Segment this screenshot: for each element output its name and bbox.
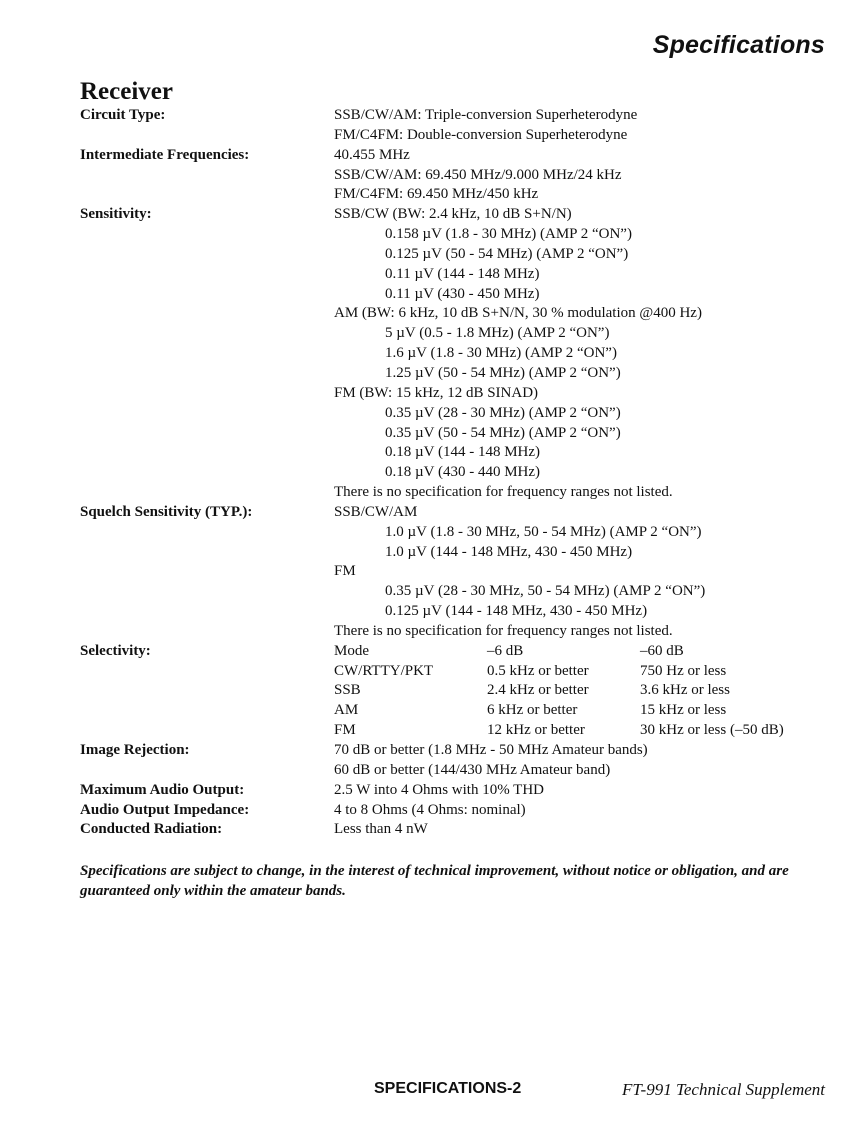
spec-subhead: SSB/CW/AM — [334, 503, 418, 520]
spec-value: 0.125 µV (144 - 148 MHz, 430 - 450 MHz) — [385, 603, 648, 620]
spec-value: 4 to 8 Ohms (4 Ohms: nominal) — [334, 801, 526, 818]
spec-subhead: FM (BW: 15 kHz, 12 dB SINAD) — [334, 384, 539, 401]
selectivity-row — [80, 721, 820, 741]
selectivity-6db: 0.5 kHz or better — [487, 662, 589, 679]
spec-value: FM/C4FM: 69.450 MHz/450 kHz — [334, 186, 539, 203]
spec-value: 0.11 µV (144 - 148 MHz) — [385, 265, 540, 282]
spec-value: 40.455 MHz — [334, 146, 410, 163]
selectivity-60db: 3.6 kHz or less — [640, 682, 730, 699]
spec-label: Selectivity: — [80, 642, 151, 659]
spec-label: Squelch Sensitivity (TYP.): — [80, 503, 253, 520]
spec-label: Maximum Audio Output: — [80, 781, 245, 798]
spec-subhead: SSB/CW (BW: 2.4 kHz, 10 dB S+N/N) — [334, 206, 572, 223]
spec-value: 0.11 µV (430 - 450 MHz) — [385, 285, 540, 302]
spec-value: 2.5 W into 4 Ohms with 10% THD — [334, 781, 545, 798]
selectivity-mode: FM — [334, 722, 356, 739]
spec-subhead: FM — [334, 563, 356, 580]
spec-value: 5 µV (0.5 - 1.8 MHz) (AMP 2 “ON”) — [385, 325, 610, 342]
selectivity-mode: CW/RTTY/PKT — [334, 662, 434, 679]
spec-value: 0.18 µV (430 - 440 MHz) — [385, 464, 541, 481]
spec-value: 60 dB or better (144/430 MHz Amateur band) — [334, 761, 611, 778]
spec-label: Conducted Radiation: — [80, 821, 223, 838]
spec-row-max-audio-output — [80, 781, 820, 801]
selectivity-mode: SSB — [334, 682, 361, 699]
spec-value: 0.18 µV (144 - 148 MHz) — [385, 444, 541, 461]
selectivity-mode: AM — [334, 702, 359, 719]
spec-label: Circuit Type: — [80, 107, 166, 123]
selectivity-header-6db: –6 dB — [487, 642, 524, 659]
spec-label: Image Rejection: — [80, 742, 190, 758]
selectivity-60db: 30 kHz or less (–50 dB) — [640, 722, 784, 739]
selectivity-row — [80, 681, 820, 701]
spec-value: 0.158 µV (1.8 - 30 MHz) (AMP 2 “ON”) — [385, 226, 632, 243]
spec-value: 0.35 µV (50 - 54 MHz) (AMP 2 “ON”) — [385, 424, 621, 441]
spec-label: Sensitivity: — [80, 206, 152, 223]
spec-row-intermediate-frequencies — [80, 146, 820, 166]
selectivity-row — [80, 701, 820, 721]
spec-value: 0.35 µV (28 - 30 MHz) (AMP 2 “ON”) — [385, 404, 621, 421]
spec-value: 70 dB or better (1.8 MHz - 50 MHz Amateur bands) — [334, 742, 648, 758]
spec-value: SSB/CW/AM: 69.450 MHz/9.000 MHz/24 kHz — [334, 166, 622, 183]
section-title-receiver: Receiver — [80, 78, 173, 105]
spec-value: FM/C4FM: Double-conversion Superheterodyne — [334, 126, 628, 143]
selectivity-6db: 6 kHz or better — [487, 702, 578, 719]
disclaimer: Specifications are subject to change, in the interest of technical improvement, without notice or obligation, and are guaranteed only within the amateur bands. — [80, 863, 789, 899]
spec-subhead: AM (BW: 6 kHz, 10 dB S+N/N, 30 % modulation @400 Hz) — [334, 305, 702, 322]
spec-value: Less than 4 nW — [334, 821, 428, 838]
footer-page-label: SPECIFICATIONS-2 — [374, 1080, 522, 1097]
spec-label: Intermediate Frequencies: — [80, 146, 250, 163]
spec-value: 0.35 µV (28 - 30 MHz, 50 - 54 MHz) (AMP 2 “ON”) — [385, 583, 706, 600]
selectivity-header-60db: –60 dB — [640, 642, 684, 659]
selectivity-header-mode: Mode — [334, 642, 369, 659]
spec-value: SSB/CW/AM: Triple-conversion Superheterodyne — [334, 107, 638, 123]
spec-value: 1.0 µV (144 - 148 MHz, 430 - 450 MHz) — [385, 543, 633, 560]
spec-note: There is no specification for frequency ranges not listed. — [334, 622, 673, 639]
spec-note: There is no specification for frequency ranges not listed. — [334, 484, 673, 501]
spec-value: 1.0 µV (1.8 - 30 MHz, 50 - 54 MHz) (AMP 2 “ON”) — [385, 523, 702, 540]
spec-table — [80, 106, 820, 840]
spec-value: 1.6 µV (1.8 - 30 MHz) (AMP 2 “ON”) — [385, 345, 617, 362]
spec-row-image-rejection — [80, 741, 820, 761]
spec-value: 1.25 µV (50 - 54 MHz) (AMP 2 “ON”) — [385, 364, 621, 381]
selectivity-6db: 2.4 kHz or better — [487, 682, 589, 699]
spec-row-selectivity — [80, 642, 820, 662]
spec-row-audio-output-impedance — [80, 801, 820, 821]
spec-label: Audio Output Impedance: — [80, 801, 250, 818]
selectivity-60db: 15 kHz or less — [640, 702, 727, 719]
spec-row-squelch-sensitivity — [80, 503, 820, 523]
spec-row-conducted-radiation — [80, 820, 820, 840]
footer-doc-title: FT-991 Technical Supplement — [621, 1080, 825, 1099]
selectivity-60db: 750 Hz or less — [640, 662, 727, 679]
spec-row-circuit-type — [80, 106, 820, 126]
selectivity-row — [80, 662, 820, 682]
spec-row-sensitivity — [80, 205, 820, 225]
page-title: Specifications — [652, 31, 825, 59]
selectivity-6db: 12 kHz or better — [487, 722, 585, 739]
spec-value: 0.125 µV (50 - 54 MHz) (AMP 2 “ON”) — [385, 245, 629, 262]
